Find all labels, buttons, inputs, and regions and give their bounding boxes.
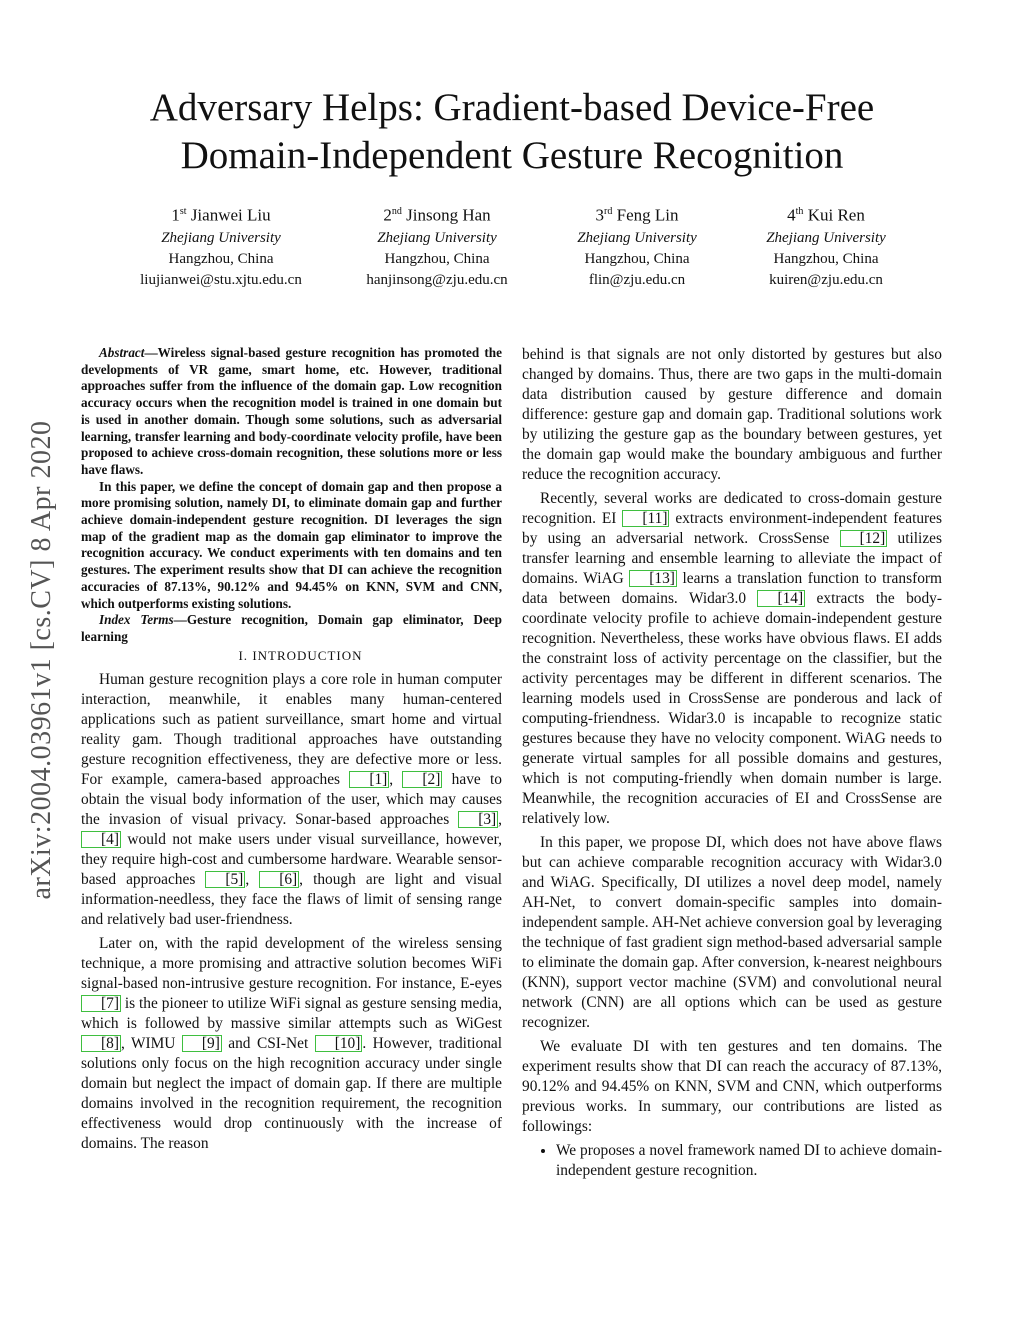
citation-link[interactable]: [8]	[81, 1035, 121, 1052]
contribution-list	[522, 1141, 942, 1181]
index-terms: —Gesture recognition, Domain gap eliminator, Deep learning	[81, 612, 502, 644]
author-location: Hangzhou, China	[773, 250, 879, 267]
author-affiliation: Zhejiang University	[377, 229, 497, 246]
author-name: Feng Lin	[616, 205, 679, 225]
author-location: Hangzhou, China	[384, 250, 490, 267]
title-line-1: Adversary Helps: Gradient-based Device-Free	[149, 86, 875, 129]
author-location: Hangzhou, China	[584, 250, 690, 267]
author-location: Hangzhou, China	[168, 250, 274, 267]
paragraph-text: and CSI-Net	[221, 1034, 315, 1052]
paragraph-text: Human gesture recognition plays a core role in human computer interaction, meanwhile, it enables many human-centered applications such as patient surveillance, smart home and virtual reality gam. Though traditional approaches have outstanding gesture recognition effectiveness, they are defective more or less. For example, camera-based approaches	[81, 670, 502, 788]
author-name: Kui Ren	[807, 205, 865, 225]
author-ordinal: 4	[787, 205, 796, 225]
author-email: liujianwei@stu.xjtu.edu.cn	[140, 271, 302, 288]
title-line-2: Domain-Independent Gesture Recognition	[180, 134, 844, 177]
citation-link[interactable]: [14]	[757, 590, 805, 607]
author-ordinal: 3	[595, 205, 605, 225]
right-column	[522, 345, 942, 1181]
paragraph-text: is the pioneer to utilize WiFi signal as gesture sensing media, which is followed by massive similar attempts such as WiGest	[81, 994, 502, 1032]
paragraph-text-split: . However, traditional solutions only focus on the high recognition accuracy under single domain but neglect the impact of domain gap. If there are multiple domains involved in the recognition requirement, the recognition effectiveness would drop continuously with the increase of domains. The reason	[81, 1034, 502, 1152]
paragraph-text: , though are light and visual information-needless, they face the flaws of limit of sensing range and relatively bad user-friendness.	[81, 870, 502, 928]
intro-paragraph-2-continued: behind is that signals are not only distorted by gestures but also changed by domains. Thus, there are two gaps in the multi-domain data distribution caused by gesture difference and domain difference: gesture gap and domain gap. Traditional solutions work by utilizing the gesture gap as the boundary between gestures, yet the domain gap would make the boundary ambiguous and further reduce the recognition accuracy.	[522, 346, 942, 483]
paragraph-text: ,	[389, 770, 403, 788]
citation-link[interactable]: [4]	[81, 831, 121, 848]
citation-link[interactable]: [6]	[259, 871, 299, 888]
paper-title	[0, 84, 1024, 180]
paragraph-text: have to obtain the visual body information of the user, which may causes the invasion of visual privacy. Sonar-based approaches	[81, 770, 502, 828]
author-affiliation: Zhejiang University	[161, 229, 281, 246]
citation-link[interactable]: [9]	[182, 1035, 222, 1052]
paragraph-text: Recently, several works are dedicated to cross-domain gesture recognition. EI	[522, 490, 942, 527]
author-email: hanjinsong@zju.edu.cn	[366, 271, 508, 288]
intro-paragraph-5: We evaluate DI with ten gestures and ten domains. The experiment results show that DI can reach the accuracy of 87.13%, 90.12% and 94.45% on KNN, SVM and CNN, which outperforms previous works. In summary, our contributions are listed as followings:	[522, 1038, 942, 1135]
paragraph-text: , WIMU	[120, 1034, 182, 1052]
author-affiliation: Zhejiang University	[766, 229, 886, 246]
author-ordinal-suffix: st	[179, 206, 187, 217]
arxiv-identifier-text: arXiv:2004.03961v1 [cs.CV] 8 Apr 2020	[26, 420, 57, 900]
intro-paragraph-4: In this paper, we propose DI, which does not have above flaws but can achieve comparable recognition accuracy with Widar3.0 and WiAG. Specifically, DI utilizes a novel deep model, namely AH-Net, to convert domain-specific samples into domain-independent sample. AH-Net achieve conversion goal by leveraging the technique of fast gradient sign method-based adversarial sample to eliminate the domain gap. After conversion, k-nearest neighbours (KNN), support vector machine (SVM) and convolutional neural network (CNN) are all options which can be used as gesture recognizer.	[522, 834, 942, 1031]
paragraph-text: Later on, with the rapid development of the wireless sensing technique, a more promising and attractive solution becomes WiFi signal-based non-intrusive gesture recognition. For instance, E-eyes	[81, 934, 502, 992]
author-ordinal-suffix: th	[795, 206, 804, 217]
abstract-label: Abstract	[99, 345, 145, 360]
author-ordinal: 1	[171, 205, 180, 225]
abstract	[81, 345, 502, 646]
intro-paragraph-1	[81, 670, 502, 930]
paragraph-text: extracts environment-independent features by using an adversarial network. CrossSense	[522, 510, 942, 547]
author-affiliation: Zhejiang University	[577, 229, 697, 246]
paragraph-text: learns a translation function to transform data between domains. Widar3.0	[522, 570, 942, 607]
author-name: Jianwei Liu	[190, 205, 271, 225]
author-block	[0, 200, 1024, 290]
author-email: kuiren@zju.edu.cn	[769, 271, 883, 288]
index-terms-label: Index Terms	[99, 612, 174, 628]
author-ordinal: 2	[383, 205, 392, 225]
author-name: Jinsong Han	[406, 205, 491, 225]
section-title: INTRODUCTION	[252, 647, 363, 663]
author-2	[322, 200, 552, 291]
left-column	[81, 345, 502, 1158]
citation-link[interactable]: [1]	[349, 771, 389, 788]
author-email: flin@zju.edu.cn	[588, 271, 686, 288]
citation-link[interactable]: [10]	[315, 1035, 363, 1052]
paragraph-text: ,	[498, 810, 502, 828]
arxiv-identifier	[22, 360, 62, 960]
citation-link[interactable]: [5]	[205, 871, 245, 888]
citation-link[interactable]: [3]	[458, 811, 498, 828]
abstract-paragraph-2: In this paper, we define the concept of domain gap and then propose a more promising solution, namely DI, to eliminate domain gap and further achieve domain-independent gesture recognition. DI leverages the sign map of the gradient map as the domain gap eliminator to improve the recognition accuracy. We conduct experiments with ten domains and ten gestures. The experiment results show that DI can achieve the recognition accuracies of 87.13%, 90.12% and 94.45% on KNN, SVM and CNN, which outperforms existing solutions.	[81, 478, 502, 611]
author-1	[106, 200, 336, 291]
author-ordinal-suffix: nd	[391, 206, 402, 217]
paragraph-text: would not make users under visual surveillance, however, they require high-cost and cumbersome hardware. Wearable sensor-based approaches	[81, 830, 502, 888]
citation-link[interactable]: [11]	[622, 510, 669, 527]
intro-paragraph-2	[81, 934, 502, 1154]
citation-link[interactable]: [13]	[629, 570, 677, 587]
intro-paragraph-3	[522, 489, 942, 829]
section-heading-introduction	[81, 646, 502, 666]
abstract-paragraph-1: —Wireless signal-based gesture recognition has promoted the developments of VR game, smart home, etc. However, traditional approaches suffer from the influence of the domain gap. Low recognition accuracy occurs when the recognition model is trained in one domain but is used in another domain. Though some solutions, such as adversarial learning, transfer learning and body-coordinate velocity profile, have been proposed to achieve cross-domain recognition, these solutions more or less have flaws.	[81, 345, 502, 477]
citation-link[interactable]: [7]	[81, 995, 121, 1012]
paragraph-text: ,	[245, 870, 260, 888]
citation-link[interactable]: [2]	[402, 771, 442, 788]
paragraph-text: extracts the body-coordinate velocity profile to achieve domain-independent gesture recognition. Nevertheless, these works have obvious flaws. EI adds the constraint loss of activity percentage on the classifier, but the activity percentages may be different in different scenarios. The learning models used in CrossSense are ponderous and lack of computing-friendness. Widar3.0 is incapable to recognize static gestures because they have no velocity component. WiAG needs to generate virtual samples for all possible domains and gestures, which is not computing-friendly when domain number is large. Meanwhile, the recognition accuracies of EI and CrossSense are relatively low.	[522, 590, 942, 827]
citation-link[interactable]: [12]	[840, 530, 888, 547]
list-item: • We proposes a novel framework named DI to achieve domain-independent gesture recognition.	[556, 1141, 942, 1181]
section-number: I.	[238, 647, 249, 663]
author-ordinal-suffix: rd	[604, 206, 613, 217]
author-4	[711, 200, 941, 291]
paragraph-text: utilizes transfer learning and ensemble learning to alleviate the impact of domains. WiAG	[522, 530, 942, 587]
